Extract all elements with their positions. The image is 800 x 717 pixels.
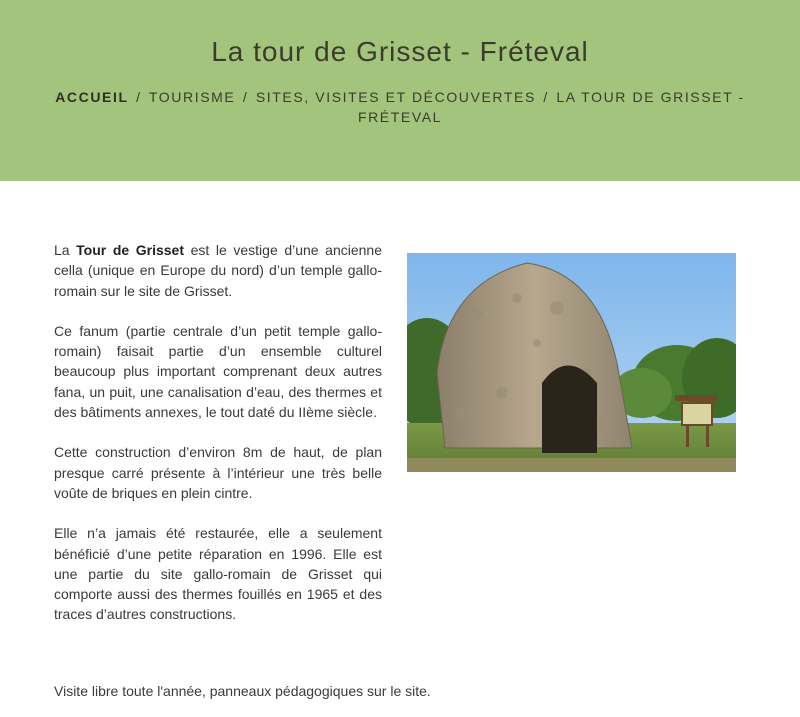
paragraph-text: La [54, 242, 77, 258]
visit-info-note: Visite libre toute l'année, panneaux pédagogiques sur le site. [54, 683, 431, 699]
tower-photo [407, 253, 736, 472]
page-header [0, 0, 800, 181]
article-paragraph-3: Cette construction d’environ 8m de haut, de plan presque carré présente à l’intérieur une très belle voûte de briques en plein cintre. [54, 444, 382, 501]
article-paragraph-1 [54, 240, 382, 301]
breadcrumb [40, 87, 760, 127]
breadcrumb-separator: / [242, 89, 249, 105]
paragraph-text: est le vestige d’une ancienne cella (unique en Europe du nord) d’un temple gallo-romain sur le site de Grisset. [54, 242, 382, 299]
article-paragraph-2: Ce fanum (partie centrale d’un petit temple gallo-romain) faisait partie d’un ensemble culturel beaucoup plus important comprenant deux autres fana, un puit, une canalisation d’eau, des thermes et des bâtiments annexes, le tout daté du IIème siècle. [54, 322, 382, 421]
tour-name-bold: Tour de Grisset [76, 242, 185, 258]
breadcrumb-item-tourisme: TOURISME [148, 89, 236, 105]
tower-photo-illustration [407, 253, 736, 472]
breadcrumb-item-sites: SITES, VISITES ET DÉCOUVERTES [255, 89, 536, 105]
article-paragraph-4: Elle n’a jamais été restaurée, elle a seulement bénéficié d’une petite réparation en 1996. Elle est une partie du site gallo-romain de Grisset qui comporte aussi des thermes fouillés en 1965 et des traces d’autres constructions. [54, 525, 382, 623]
breadcrumb-separator: / [136, 89, 142, 105]
article-body [54, 240, 382, 645]
breadcrumb-separator: / [543, 89, 549, 105]
breadcrumb-item-current: LA TOUR DE GRISSET - FRÉTEVAL [357, 89, 745, 125]
page-title: La tour de Grisset - Fréteval [211, 36, 589, 67]
breadcrumb-home-link[interactable]: ACCUEIL [55, 89, 129, 105]
